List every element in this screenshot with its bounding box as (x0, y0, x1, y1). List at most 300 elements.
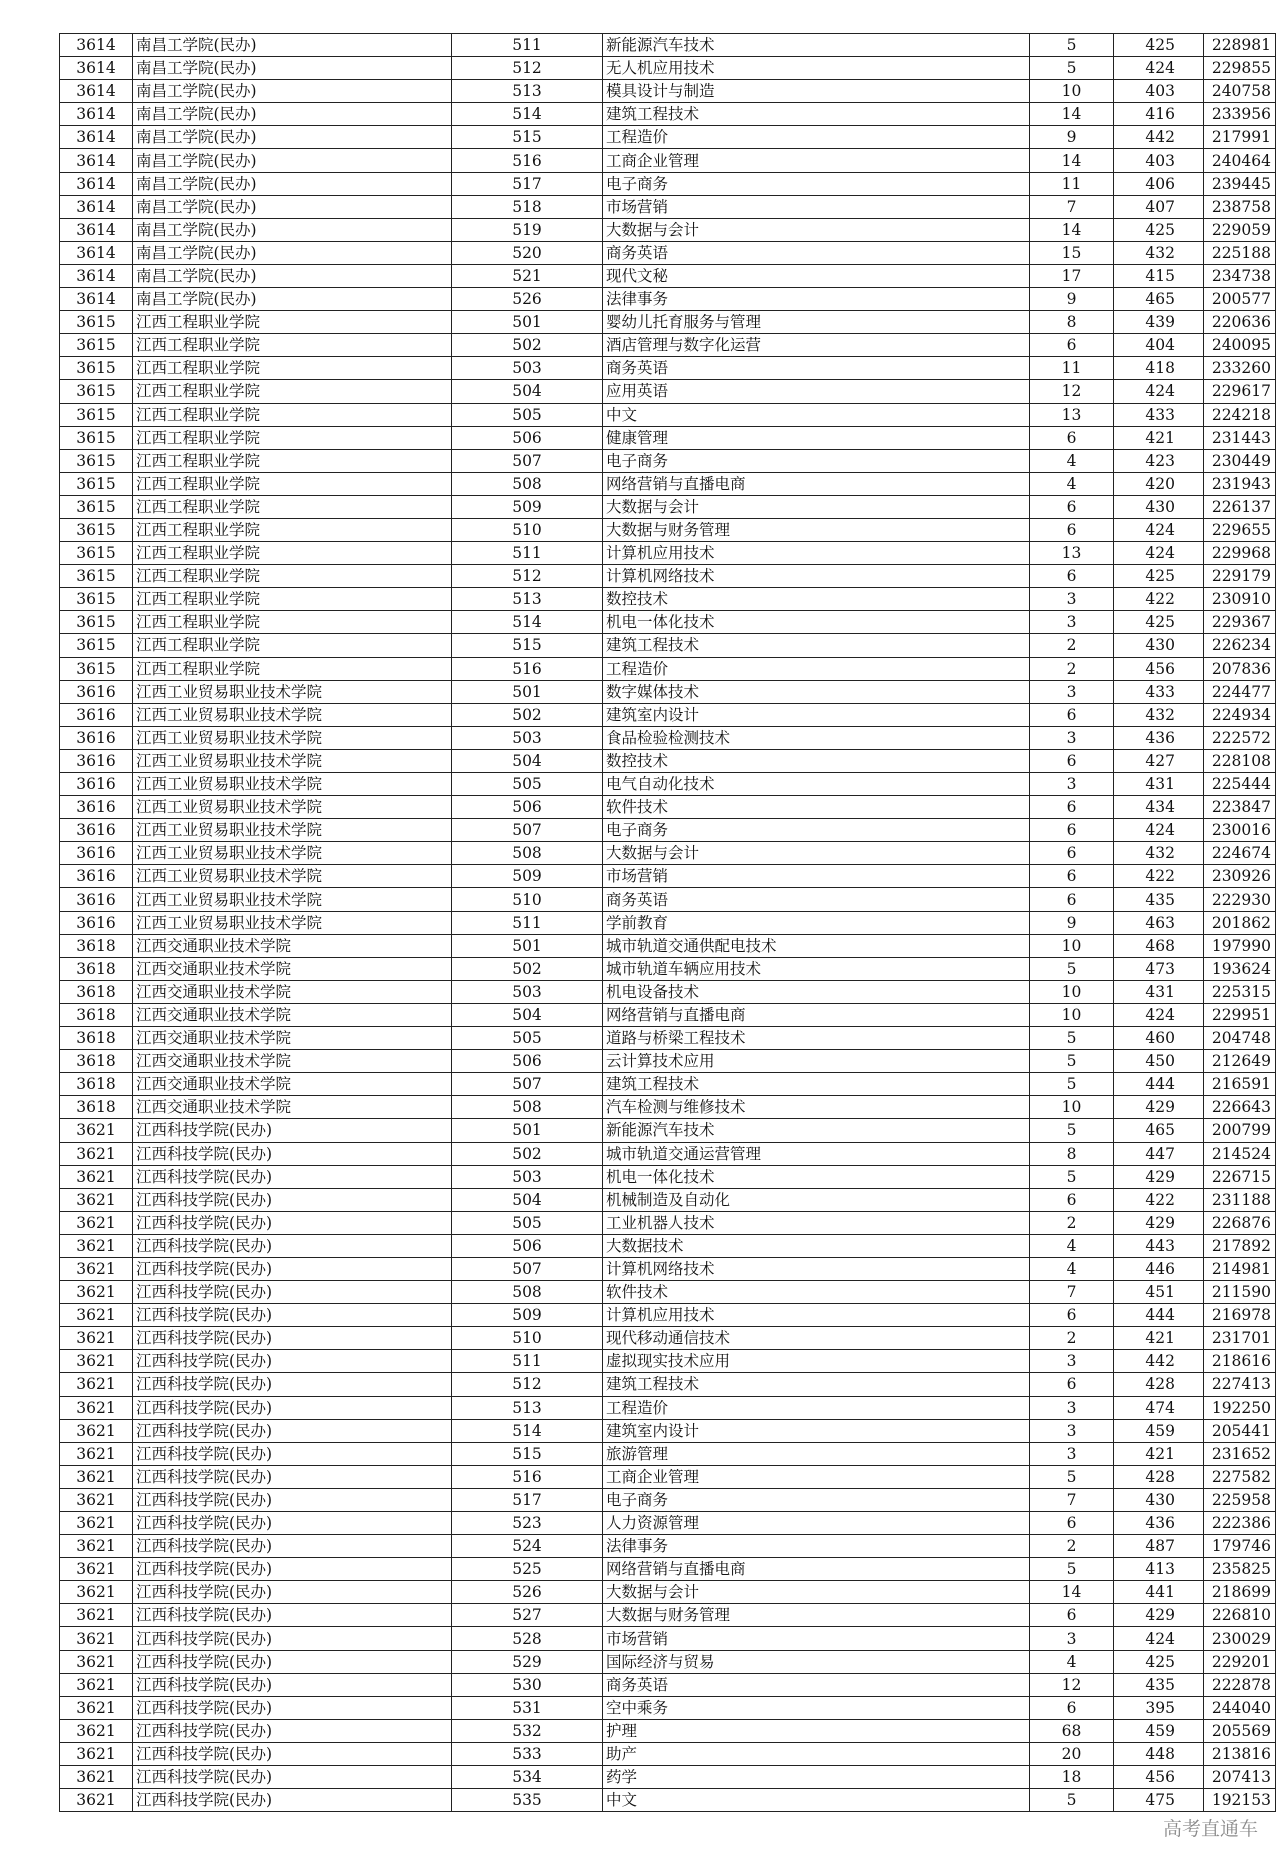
school-name-cell: 江西工业贸易职业技术学院 (133, 749, 452, 772)
min-score-cell: 422 (1114, 865, 1204, 888)
school-code-cell: 3618 (60, 934, 133, 957)
major-code-cell: 509 (452, 495, 603, 518)
major-name-cell: 学前教育 (603, 911, 1030, 934)
school-code-cell: 3615 (60, 565, 133, 588)
table-row (60, 172, 1276, 195)
min-score-cell: 433 (1114, 680, 1204, 703)
major-name-cell: 无人机应用技术 (603, 57, 1030, 80)
school-name-cell: 江西科技学院(民办) (133, 1211, 452, 1234)
major-name-cell: 云计算技术应用 (603, 1050, 1030, 1073)
school-code-cell: 3621 (60, 1257, 133, 1280)
quota-cell: 6 (1030, 842, 1114, 865)
quota-cell: 6 (1030, 1304, 1114, 1327)
quota-cell: 6 (1030, 1604, 1114, 1627)
table-row (60, 680, 1276, 703)
major-code-cell: 523 (452, 1512, 603, 1535)
quota-cell: 6 (1030, 749, 1114, 772)
min-score-cell: 487 (1114, 1535, 1204, 1558)
table-row (60, 865, 1276, 888)
school-name-cell: 南昌工学院(民办) (133, 241, 452, 264)
min-score-cell: 434 (1114, 796, 1204, 819)
quota-cell: 10 (1030, 980, 1114, 1003)
quota-cell: 5 (1030, 1050, 1114, 1073)
min-rank-cell: 225188 (1204, 241, 1276, 264)
major-name-cell: 市场营销 (603, 195, 1030, 218)
min-rank-cell: 226715 (1204, 1165, 1276, 1188)
school-code-cell: 3618 (60, 1027, 133, 1050)
quota-cell: 8 (1030, 1142, 1114, 1165)
table-row (60, 796, 1276, 819)
min-rank-cell: 229201 (1204, 1650, 1276, 1673)
table-row (60, 1211, 1276, 1234)
min-rank-cell: 225958 (1204, 1488, 1276, 1511)
table-row (60, 1142, 1276, 1165)
major-code-cell: 509 (452, 1304, 603, 1327)
min-score-cell: 425 (1114, 34, 1204, 57)
min-score-cell: 421 (1114, 1442, 1204, 1465)
major-code-cell: 506 (452, 1234, 603, 1257)
school-code-cell: 3615 (60, 380, 133, 403)
min-rank-cell: 220636 (1204, 311, 1276, 334)
quota-cell: 6 (1030, 1512, 1114, 1535)
school-name-cell: 江西交通职业技术学院 (133, 1096, 452, 1119)
major-code-cell: 505 (452, 1027, 603, 1050)
major-code-cell: 518 (452, 195, 603, 218)
table-row (60, 1119, 1276, 1142)
major-name-cell: 大数据技术 (603, 1234, 1030, 1257)
min-rank-cell: 222930 (1204, 888, 1276, 911)
min-score-cell: 413 (1114, 1558, 1204, 1581)
table-row (60, 773, 1276, 796)
min-score-cell: 429 (1114, 1604, 1204, 1627)
major-code-cell: 512 (452, 565, 603, 588)
min-score-cell: 450 (1114, 1050, 1204, 1073)
major-code-cell: 529 (452, 1650, 603, 1673)
min-score-cell: 416 (1114, 103, 1204, 126)
min-rank-cell: 240095 (1204, 334, 1276, 357)
table-row (60, 1742, 1276, 1765)
min-score-cell: 439 (1114, 311, 1204, 334)
major-name-cell: 电子商务 (603, 1488, 1030, 1511)
table-row (60, 934, 1276, 957)
table-row (60, 1789, 1276, 1812)
quota-cell: 3 (1030, 611, 1114, 634)
school-code-cell: 3621 (60, 1442, 133, 1465)
major-name-cell: 网络营销与直播电商 (603, 1003, 1030, 1026)
min-score-cell: 429 (1114, 1096, 1204, 1119)
table-row (60, 1073, 1276, 1096)
school-code-cell: 3621 (60, 1211, 133, 1234)
min-score-cell: 442 (1114, 126, 1204, 149)
major-name-cell: 国际经济与贸易 (603, 1650, 1030, 1673)
min-rank-cell: 226234 (1204, 634, 1276, 657)
major-code-cell: 501 (452, 1119, 603, 1142)
table-row (60, 357, 1276, 380)
school-name-cell: 江西科技学院(民办) (133, 1627, 452, 1650)
min-score-cell: 424 (1114, 819, 1204, 842)
min-score-cell: 463 (1114, 911, 1204, 934)
school-code-cell: 3616 (60, 703, 133, 726)
table-row (60, 1766, 1276, 1789)
quota-cell: 6 (1030, 426, 1114, 449)
school-code-cell: 3615 (60, 495, 133, 518)
quota-cell: 5 (1030, 1465, 1114, 1488)
school-name-cell: 南昌工学院(民办) (133, 172, 452, 195)
quota-cell: 10 (1030, 1096, 1114, 1119)
min-rank-cell: 229059 (1204, 218, 1276, 241)
quota-cell: 10 (1030, 1003, 1114, 1026)
major-name-cell: 酒店管理与数字化运营 (603, 334, 1030, 357)
school-name-cell: 江西工业贸易职业技术学院 (133, 819, 452, 842)
major-name-cell: 工商企业管理 (603, 1465, 1030, 1488)
table-row (60, 1234, 1276, 1257)
quota-cell: 4 (1030, 449, 1114, 472)
quota-cell: 6 (1030, 565, 1114, 588)
min-score-cell: 425 (1114, 218, 1204, 241)
min-rank-cell: 230449 (1204, 449, 1276, 472)
major-code-cell: 510 (452, 888, 603, 911)
major-name-cell: 工程造价 (603, 657, 1030, 680)
min-score-cell: 423 (1114, 449, 1204, 472)
major-code-cell: 525 (452, 1558, 603, 1581)
table-row (60, 380, 1276, 403)
min-score-cell: 430 (1114, 495, 1204, 518)
major-name-cell: 工业机器人技术 (603, 1211, 1030, 1234)
min-rank-cell: 224218 (1204, 403, 1276, 426)
table-row (60, 288, 1276, 311)
major-code-cell: 514 (452, 611, 603, 634)
school-name-cell: 江西工业贸易职业技术学院 (133, 796, 452, 819)
table-row (60, 495, 1276, 518)
table-row (60, 888, 1276, 911)
major-code-cell: 517 (452, 172, 603, 195)
major-name-cell: 工程造价 (603, 126, 1030, 149)
min-rank-cell: 240758 (1204, 80, 1276, 103)
school-name-cell: 江西科技学院(民办) (133, 1465, 452, 1488)
school-code-cell: 3621 (60, 1373, 133, 1396)
table-row (60, 703, 1276, 726)
school-code-cell: 3614 (60, 103, 133, 126)
school-name-cell: 南昌工学院(民办) (133, 57, 452, 80)
major-code-cell: 531 (452, 1696, 603, 1719)
table-row (60, 542, 1276, 565)
quota-cell: 5 (1030, 1073, 1114, 1096)
school-name-cell: 南昌工学院(民办) (133, 103, 452, 126)
school-code-cell: 3618 (60, 980, 133, 1003)
min-score-cell: 424 (1114, 1003, 1204, 1026)
quota-cell: 6 (1030, 796, 1114, 819)
table-row (60, 218, 1276, 241)
major-code-cell: 505 (452, 403, 603, 426)
major-name-cell: 软件技术 (603, 1281, 1030, 1304)
school-code-cell: 3621 (60, 1742, 133, 1765)
major-name-cell: 网络营销与直播电商 (603, 472, 1030, 495)
major-code-cell: 515 (452, 126, 603, 149)
min-score-cell: 424 (1114, 1627, 1204, 1650)
major-code-cell: 508 (452, 1281, 603, 1304)
quota-cell: 17 (1030, 264, 1114, 287)
major-code-cell: 520 (452, 241, 603, 264)
min-score-cell: 447 (1114, 1142, 1204, 1165)
major-code-cell: 506 (452, 426, 603, 449)
school-code-cell: 3615 (60, 542, 133, 565)
min-score-cell: 404 (1114, 334, 1204, 357)
major-name-cell: 模具设计与制造 (603, 80, 1030, 103)
school-name-cell: 江西工程职业学院 (133, 380, 452, 403)
major-code-cell: 508 (452, 842, 603, 865)
school-name-cell: 江西工程职业学院 (133, 426, 452, 449)
min-rank-cell: 216591 (1204, 1073, 1276, 1096)
table-row (60, 1465, 1276, 1488)
school-code-cell: 3615 (60, 634, 133, 657)
major-name-cell: 工程造价 (603, 1396, 1030, 1419)
table-row (60, 311, 1276, 334)
major-name-cell: 大数据与财务管理 (603, 1604, 1030, 1627)
min-rank-cell: 200577 (1204, 288, 1276, 311)
quota-cell: 20 (1030, 1742, 1114, 1765)
school-name-cell: 江西工业贸易职业技术学院 (133, 842, 452, 865)
min-rank-cell: 222878 (1204, 1673, 1276, 1696)
major-code-cell: 504 (452, 1003, 603, 1026)
min-score-cell: 441 (1114, 1581, 1204, 1604)
school-name-cell: 江西工程职业学院 (133, 657, 452, 680)
major-name-cell: 商务英语 (603, 357, 1030, 380)
school-code-cell: 3614 (60, 34, 133, 57)
major-name-cell: 市场营销 (603, 865, 1030, 888)
min-score-cell: 432 (1114, 241, 1204, 264)
major-name-cell: 机电设备技术 (603, 980, 1030, 1003)
quota-cell: 3 (1030, 1442, 1114, 1465)
min-rank-cell: 229179 (1204, 565, 1276, 588)
table-row (60, 1257, 1276, 1280)
major-code-cell: 515 (452, 634, 603, 657)
min-rank-cell: 205569 (1204, 1719, 1276, 1742)
major-name-cell: 现代移动通信技术 (603, 1327, 1030, 1350)
school-name-cell: 江西工程职业学院 (133, 634, 452, 657)
table-row (60, 149, 1276, 172)
major-code-cell: 519 (452, 218, 603, 241)
school-name-cell: 江西工程职业学院 (133, 334, 452, 357)
quota-cell: 5 (1030, 1119, 1114, 1142)
major-name-cell: 大数据与会计 (603, 218, 1030, 241)
quota-cell: 13 (1030, 403, 1114, 426)
min-rank-cell: 231443 (1204, 426, 1276, 449)
major-name-cell: 网络营销与直播电商 (603, 1558, 1030, 1581)
table-row (60, 980, 1276, 1003)
major-name-cell: 计算机网络技术 (603, 1257, 1030, 1280)
min-score-cell: 444 (1114, 1304, 1204, 1327)
table-row (60, 34, 1276, 57)
major-name-cell: 数控技术 (603, 588, 1030, 611)
major-code-cell: 516 (452, 1465, 603, 1488)
school-name-cell: 江西交通职业技术学院 (133, 1027, 452, 1050)
min-rank-cell: 234738 (1204, 264, 1276, 287)
major-code-cell: 501 (452, 934, 603, 957)
school-code-cell: 3615 (60, 403, 133, 426)
major-code-cell: 504 (452, 749, 603, 772)
quota-cell: 2 (1030, 1535, 1114, 1558)
min-score-cell: 429 (1114, 1211, 1204, 1234)
school-name-cell: 江西工程职业学院 (133, 449, 452, 472)
min-score-cell: 473 (1114, 957, 1204, 980)
min-score-cell: 436 (1114, 1512, 1204, 1535)
school-code-cell: 3621 (60, 1281, 133, 1304)
min-score-cell: 433 (1114, 403, 1204, 426)
major-name-cell: 助产 (603, 1742, 1030, 1765)
min-rank-cell: 200799 (1204, 1119, 1276, 1142)
table-row (60, 426, 1276, 449)
min-score-cell: 428 (1114, 1465, 1204, 1488)
min-rank-cell: 204748 (1204, 1027, 1276, 1050)
min-score-cell: 436 (1114, 726, 1204, 749)
table-row (60, 403, 1276, 426)
min-score-cell: 451 (1114, 1281, 1204, 1304)
quota-cell: 5 (1030, 1789, 1114, 1812)
school-name-cell: 江西科技学院(民办) (133, 1673, 452, 1696)
major-name-cell: 食品检验检测技术 (603, 726, 1030, 749)
min-score-cell: 459 (1114, 1419, 1204, 1442)
school-name-cell: 南昌工学院(民办) (133, 149, 452, 172)
min-rank-cell: 229968 (1204, 542, 1276, 565)
min-rank-cell: 229655 (1204, 518, 1276, 541)
table-row (60, 103, 1276, 126)
major-code-cell: 503 (452, 980, 603, 1003)
major-code-cell: 509 (452, 865, 603, 888)
school-code-cell: 3615 (60, 357, 133, 380)
major-code-cell: 512 (452, 57, 603, 80)
school-code-cell: 3615 (60, 426, 133, 449)
min-score-cell: 431 (1114, 773, 1204, 796)
school-code-cell: 3621 (60, 1512, 133, 1535)
school-name-cell: 江西工程职业学院 (133, 403, 452, 426)
major-code-cell: 502 (452, 703, 603, 726)
table-row (60, 1396, 1276, 1419)
school-code-cell: 3621 (60, 1627, 133, 1650)
min-rank-cell: 228108 (1204, 749, 1276, 772)
school-name-cell: 江西科技学院(民办) (133, 1234, 452, 1257)
quota-cell: 10 (1030, 934, 1114, 957)
school-code-cell: 3621 (60, 1558, 133, 1581)
table-row (60, 126, 1276, 149)
table-row (60, 1188, 1276, 1211)
quota-cell: 14 (1030, 1581, 1114, 1604)
quota-cell: 2 (1030, 634, 1114, 657)
table-row (60, 911, 1276, 934)
major-name-cell: 市场营销 (603, 1627, 1030, 1650)
major-code-cell: 511 (452, 911, 603, 934)
school-code-cell: 3618 (60, 1003, 133, 1026)
min-rank-cell: 214524 (1204, 1142, 1276, 1165)
min-rank-cell: 179746 (1204, 1535, 1276, 1558)
min-rank-cell: 233260 (1204, 357, 1276, 380)
min-rank-cell: 224477 (1204, 680, 1276, 703)
major-code-cell: 502 (452, 1142, 603, 1165)
school-name-cell: 江西工程职业学院 (133, 611, 452, 634)
min-score-cell: 420 (1114, 472, 1204, 495)
quota-cell: 6 (1030, 334, 1114, 357)
min-rank-cell: 197990 (1204, 934, 1276, 957)
table-row (60, 657, 1276, 680)
school-name-cell: 江西交通职业技术学院 (133, 1073, 452, 1096)
school-name-cell: 江西科技学院(民办) (133, 1512, 452, 1535)
min-score-cell: 422 (1114, 1188, 1204, 1211)
min-score-cell: 465 (1114, 1119, 1204, 1142)
major-name-cell: 电气自动化技术 (603, 773, 1030, 796)
quota-cell: 9 (1030, 126, 1114, 149)
major-code-cell: 515 (452, 1442, 603, 1465)
major-name-cell: 工商企业管理 (603, 149, 1030, 172)
major-code-cell: 505 (452, 773, 603, 796)
min-rank-cell: 227582 (1204, 1465, 1276, 1488)
min-rank-cell: 225444 (1204, 773, 1276, 796)
school-name-cell: 江西科技学院(民办) (133, 1188, 452, 1211)
school-code-cell: 3616 (60, 796, 133, 819)
table-row (60, 565, 1276, 588)
min-rank-cell: 207413 (1204, 1766, 1276, 1789)
school-code-cell: 3615 (60, 449, 133, 472)
school-code-cell: 3621 (60, 1789, 133, 1812)
school-code-cell: 3621 (60, 1488, 133, 1511)
major-code-cell: 507 (452, 819, 603, 842)
school-name-cell: 江西交通职业技术学院 (133, 980, 452, 1003)
min-rank-cell: 229617 (1204, 380, 1276, 403)
major-code-cell: 511 (452, 1350, 603, 1373)
school-code-cell: 3614 (60, 288, 133, 311)
school-code-cell: 3621 (60, 1465, 133, 1488)
quota-cell: 18 (1030, 1766, 1114, 1789)
quota-cell: 6 (1030, 888, 1114, 911)
major-name-cell: 大数据与财务管理 (603, 518, 1030, 541)
school-name-cell: 江西科技学院(民办) (133, 1650, 452, 1673)
school-code-cell: 3616 (60, 726, 133, 749)
school-code-cell: 3621 (60, 1419, 133, 1442)
min-rank-cell: 225315 (1204, 980, 1276, 1003)
table-row (60, 1050, 1276, 1073)
school-code-cell: 3616 (60, 680, 133, 703)
major-code-cell: 505 (452, 1211, 603, 1234)
major-name-cell: 软件技术 (603, 796, 1030, 819)
school-code-cell: 3621 (60, 1604, 133, 1627)
min-score-cell: 432 (1114, 703, 1204, 726)
major-code-cell: 508 (452, 472, 603, 495)
min-rank-cell: 211590 (1204, 1281, 1276, 1304)
min-score-cell: 425 (1114, 1650, 1204, 1673)
school-code-cell: 3621 (60, 1581, 133, 1604)
table-row (60, 1696, 1276, 1719)
school-code-cell: 3614 (60, 57, 133, 80)
min-score-cell: 456 (1114, 657, 1204, 680)
school-code-cell: 3621 (60, 1650, 133, 1673)
min-score-cell: 424 (1114, 57, 1204, 80)
school-code-cell: 3614 (60, 126, 133, 149)
school-code-cell: 3614 (60, 195, 133, 218)
major-name-cell: 护理 (603, 1719, 1030, 1742)
school-code-cell: 3621 (60, 1350, 133, 1373)
school-code-cell: 3614 (60, 172, 133, 195)
quota-cell: 14 (1030, 149, 1114, 172)
school-code-cell: 3616 (60, 911, 133, 934)
table-row (60, 842, 1276, 865)
min-score-cell: 395 (1114, 1696, 1204, 1719)
school-name-cell: 江西工程职业学院 (133, 311, 452, 334)
table-row (60, 819, 1276, 842)
major-code-cell: 514 (452, 1419, 603, 1442)
watermark-text: 高考直通车 (1162, 1818, 1258, 1840)
major-code-cell: 513 (452, 1396, 603, 1419)
min-score-cell: 432 (1114, 842, 1204, 865)
school-name-cell: 江西工业贸易职业技术学院 (133, 888, 452, 911)
school-code-cell: 3621 (60, 1719, 133, 1742)
